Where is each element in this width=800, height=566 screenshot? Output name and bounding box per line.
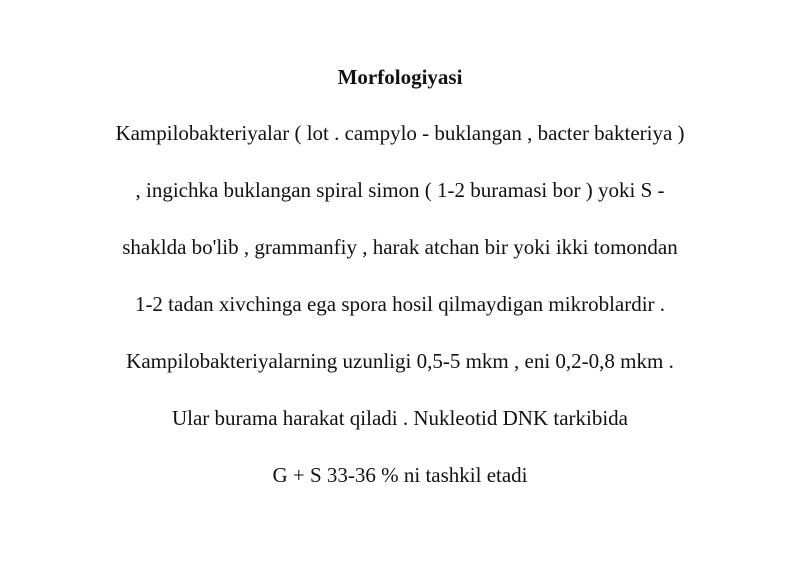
text-line: Kampilobakteriyalar ( lot . campylo - buklangan , bacter bakteriya ): [115, 121, 685, 145]
document-body: [0, 118, 800, 517]
text-line: , ingichka buklangan spiral simon ( 1-2 buramasi bor ) yoki S -: [135, 178, 665, 202]
text-line: G + S 33-36 % ni tashkil etadi: [272, 463, 528, 487]
text-line: 1-2 tadan xivchinga ega spora hosil qilmaydigan mikroblardir .: [134, 292, 666, 316]
document-title: Morfologiyasi: [337, 65, 463, 89]
text-line: shaklda bo'lib , grammanfiy , harak atchan bir yoki ikki tomondan: [122, 235, 678, 259]
text-line: Ular burama harakat qiladi . Nukleotid DNK tarkibida: [171, 406, 629, 430]
text-line: Kampilobakteriyalarning uzunligi 0,5-5 mkm , eni 0,2-0,8 mkm .: [126, 349, 674, 373]
